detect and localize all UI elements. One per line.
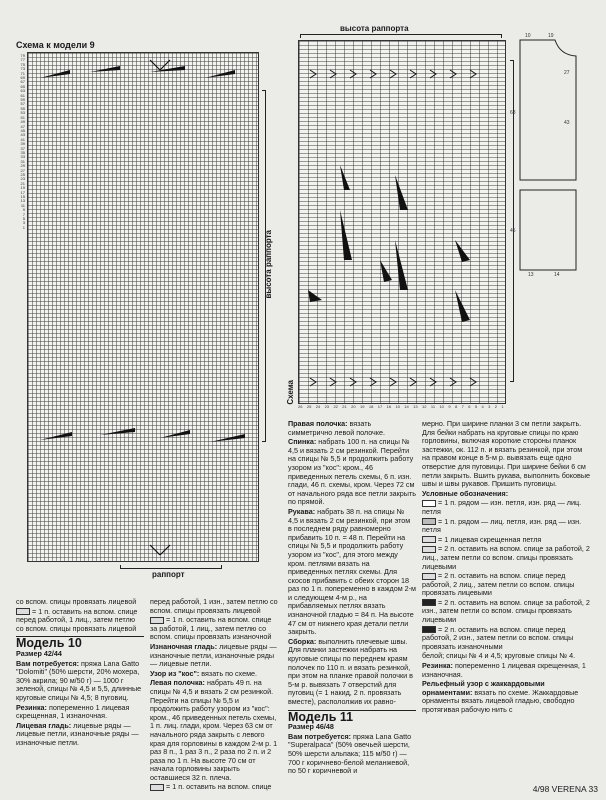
model10-title: Модель 10 (16, 636, 144, 648)
schematic-top-number-2: 19 (548, 33, 554, 39)
legend-item-2: = 1 п. рядом — лиц. петля, изн. ряд — изн. петля (422, 516, 582, 535)
legend-item-6: = 2 п. оставить на вспом. спице за работой, 2 изн., затем петли со вспом. спицы провязать лицевыми (422, 597, 590, 625)
model11-rib: Резинка: попеременно 1 лицевая скрещенная, 1 изнаночная. (422, 661, 586, 679)
col3-assembly: Сборка: выполнить плечевые швы. Для планки застежки набрать на круговые спицы по переднем краям полочек по 110 п. и вязать резинкой, при этом на планке правой полочки в 5-м р. вывязать 7 отверстий для пуговиц (= 1 накид, 2 п. провязать вместе), распололжив их равно- (288, 636, 413, 706)
col4-p-last: белой; спицы № 4 и 4,5; круговые спицы № 4. (422, 651, 576, 661)
legend-item-7: = 2 п. оставить на вспом. спице перед работой, 2 изн., затем петли со вспом. спицы провязать изнаночными (422, 624, 574, 651)
schematic-bottom-number-1: 13 (528, 272, 534, 278)
chart9-repeat-label: раппорт (152, 570, 185, 579)
text-column-1 (16, 598, 144, 749)
schematic-side-number-4: 45 (510, 228, 516, 234)
chart9-title: Схема к модели 9 (16, 40, 95, 50)
col3-back: Спинка: набрать 100 п. на спицы № 4,5 и вязать 2 см резинкой. Перейти на спицы № 5,5 и продолжить работу узором из "кос": кром., 46 приведенных петель схемы, 6 п. изн. глади, 46 п. схемы, кром. Через 72 см от начального ряда все петли закрыть по прямой. (288, 437, 416, 507)
legend-item-3: = 1 лицевая скрещенная петля (422, 536, 592, 545)
model11-size: Размер 46/48 (288, 722, 334, 732)
page-footer: 4/98 VERENA 33 (532, 784, 598, 794)
schematic-side-number-1: 27 (564, 70, 570, 76)
chart9-repeat-height-label: высота раппорта (264, 230, 273, 299)
model11-materials: Вам потребуется: пряжа Lana Gatto "Superalpaca" (50% овечьей шерсти, 50% шерсти альпака; 115 м/50 г) — 700 г коричнево-белой меланжевой, по 50 г коричневой и (288, 731, 412, 776)
model10-rib: Резинка: попеременно 1 лицевая скрещенная, 1 изнаночная. (16, 702, 130, 721)
legend-item-1: = 1 п. рядом — изн. петля, изн. ряд — лиц. петля (422, 498, 582, 516)
schematic-side-number-3: 63 (510, 110, 516, 116)
model10-stst: Лицевая гладь: лицевые ряды — лицевые петли, изнаночные ряды — изнаночные петли. (16, 720, 139, 747)
col4-p1: мерно. При ширине планки 3 см петли закрыть. Для бейки набрать на круговые спицы по краю горловины, включая короткие стороны планок застежки, ок. 112 п. и вязать резинкой, при этом на правом конце в 5-м р. вывязать еще одно отверстие для пуговицы. При ширине бейки 6 см петли закрыть. Вшить рукава, выполнить боковые швы и швы рукавов. Пришить пуговицы. (422, 419, 591, 489)
schematic-top-number-1: 10 (525, 33, 531, 39)
col3-right-front: Правая полочка: вязать симметрично левой полочке. (288, 419, 386, 437)
col2-p2: = 1 п. оставить на вспом. спице за работой, 1 лиц., затем петлю со вспом. спицы провязать изнаночной (150, 615, 272, 642)
chart10-repeat-height-label: высота раппорта (340, 24, 409, 33)
chart10-col-numbers: 26 25 24 23 22 21 20 19 18 17 16 15 14 13 12 11 10 9 8 7 6 5 4 3 2 1 (298, 404, 504, 409)
col2-sym-note: = 1 п. оставить на вспом. спице (150, 783, 278, 792)
col2-p1: перед работой, 1 изн., затем петлю со вспом. спицы провязать лицевой (150, 597, 278, 615)
col2-rev: Изнаночная гладь: лицевые ряды — изнаночные петли, изнаночные ряды — лицевые петли. (150, 641, 277, 669)
chart10-scheme-label: Схема (286, 380, 295, 405)
text-column-2 (150, 598, 278, 793)
model10-size: Размер 42/44 (16, 648, 62, 658)
model10-materials: Вам потребуется: пряжа Lana Gatto "Dolomiti" (50% шерсти, 20% мохера, 30% акрила; 90 м/50 г) — 1000 г зеленой, спицы № 4,5 и 5,5, длинные круговые спицы № 4,5; 8 пуговиц. (16, 658, 142, 702)
legend-item-5: = 2 п. оставить на вспом. спице перед работой, 2 лиц., затем петли со вспом. спицы провязать лицевыми (422, 571, 575, 598)
legend-item-4: = 2 п. оставить на вспом. спице за работой, 2 лиц., затем петли со вспом. спицы провязать лицевыми (422, 544, 590, 571)
legend-title: Условные обозначения: (422, 488, 509, 498)
text-column-3 (288, 420, 416, 777)
col3-sleeves: Рукава: набрать 38 п. на спицы № 4,5 и вязать 2 см резинкой, при этом в последнем ряду равномерно прибавить 10 п. = 48 п. Перейти на спицы № 5,5 и продолжить работу узором из "кос", для этого между кром. петлями вязать на приведенных петлях схемы. Для скосов прибавить с обеих сторон 18 раз по 1 п. попеременно в каждом 2-м и следующем 4-м р., на прибавляемых петлях вязать изнаночной гладью = 84 п. На высоте 47 см от нижнего края детали петли закрыть. (288, 506, 417, 637)
schematic-bottom-number-2: 14 (554, 272, 560, 278)
model11-title: Модель 11 (288, 710, 416, 722)
col2-left-front: Левая полочка: набрать 49 п. на спицы № 4,5 и вязать 2 см резинкой. Перейти на спицы № 5,5 и продолжить работу узором из "кос": кром., 46 приведенных петель схемы, 1 п. лиц. глади, кром. Через 63 см от начального ряда закрыть с левого края для горловины в каждом 2-м р. 1 раз 8 п., 1 раз 3 п., 2 раза по 2 п. и 2 раза по 1 п. На высоте 70 см от начала горловины закрыть оставшиеся 32 п. плеча. (150, 678, 278, 782)
col1-p1: со вспом. спицы провязать лицевой (16, 597, 137, 606)
schematic-side-number-2: 43 (564, 120, 570, 126)
text-column-4 (422, 420, 592, 716)
col1-p2: = 1 п. оставить на вспом. спице перед работой, 1 лиц., затем петлю со вспом. спицы провязать лицевой (16, 606, 138, 633)
col2-kos: Узор из "кос": вязать по схеме. (150, 668, 258, 678)
chart9-row-numbers: 79 77 75 73 71 69 67 65 63 61 59 57 55 53 51 49 47 45 43 41 39 37 35 33 31 29 27 25 23 21 19 17 15 13 11 9 7 5 3 1 (20, 53, 25, 230)
model11-relief: Рельефный узор с жаккардовыми орнаментами: вязать по схеме. Жаккардовые орнаменты вязать лицевой гладью, свободно протягивая рабочую нить с (422, 679, 579, 714)
